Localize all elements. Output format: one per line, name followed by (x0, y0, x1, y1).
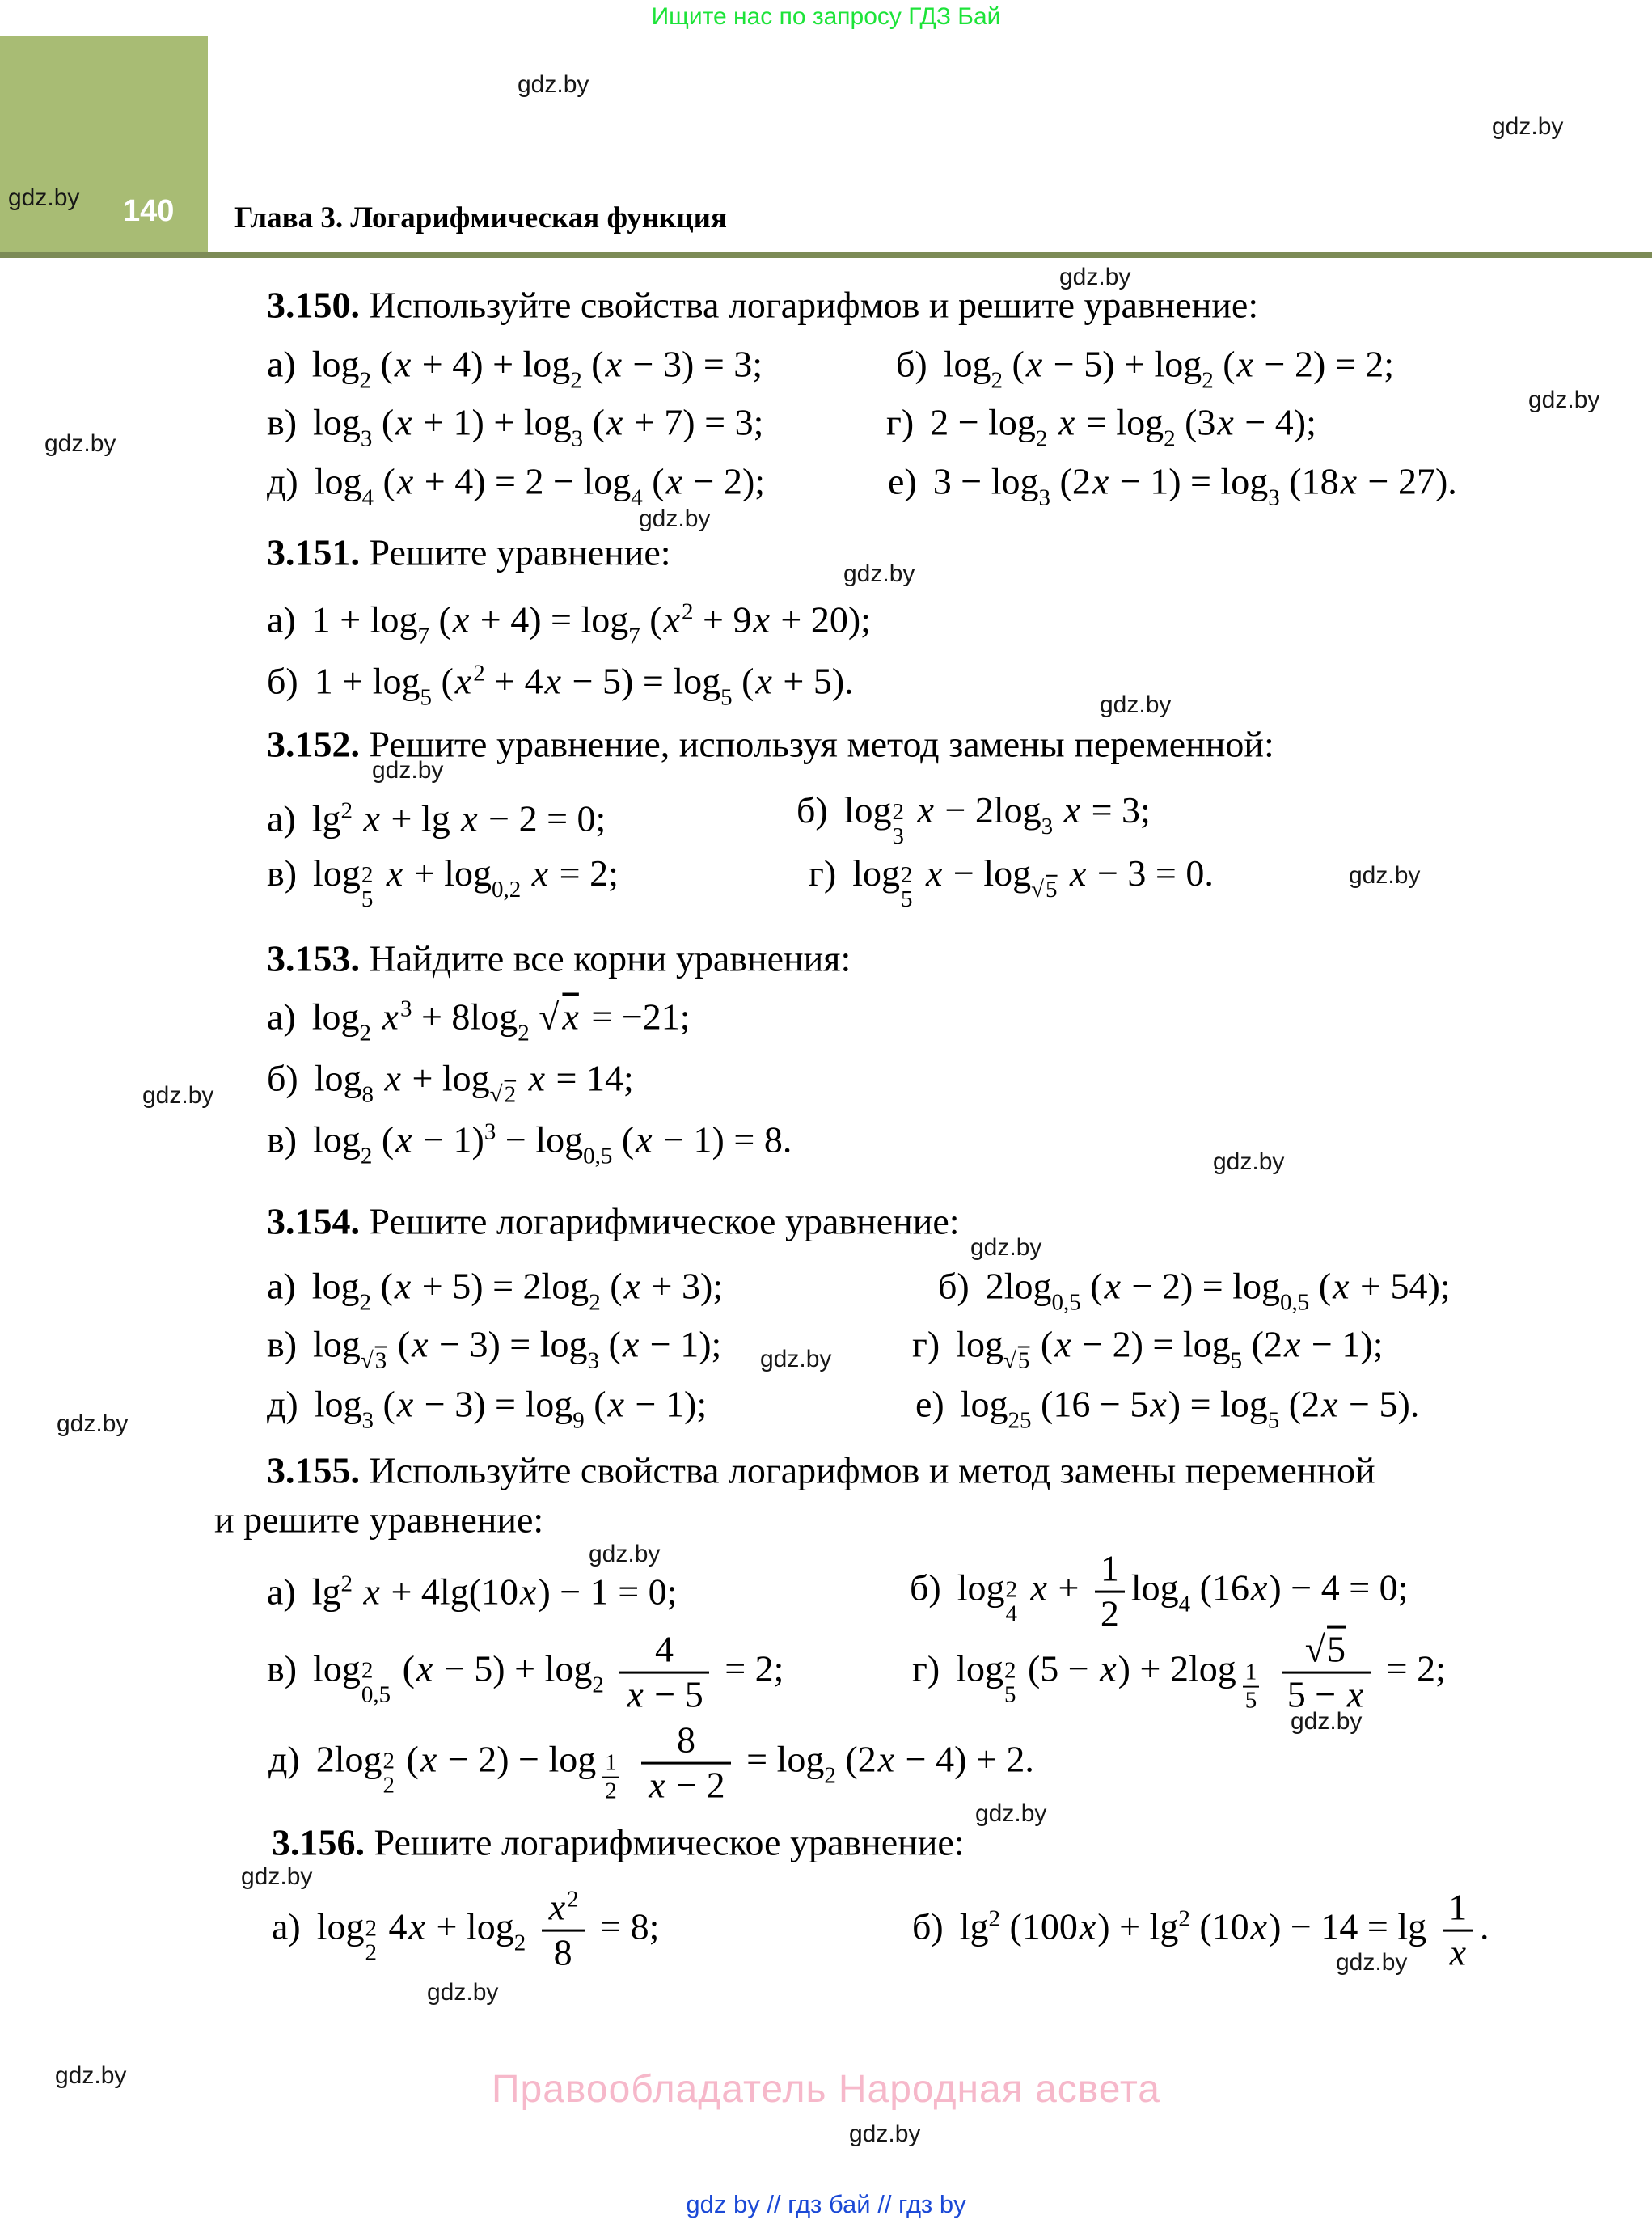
item-label: а) (272, 1905, 301, 1947)
gdz-watermark: gdz.by (142, 1082, 214, 1109)
problem-number: 3.151. (267, 531, 370, 573)
item-label: г) (809, 852, 837, 894)
equation-item (267, 996, 691, 1046)
gdz-watermark: gdz.by (970, 1234, 1042, 1261)
gdz-watermark: gdz.by (427, 1979, 499, 2006)
equation-item (267, 1118, 792, 1169)
equation-item (267, 1265, 724, 1316)
equation-item (267, 1383, 708, 1434)
item-label: в) (267, 401, 298, 443)
item-label: в) (267, 1118, 298, 1161)
equation-item (272, 1887, 659, 1975)
equation-item (267, 343, 763, 394)
promo-banner-text: Ищите нас по запросу ГДЗ Бай (651, 3, 1001, 30)
item-label: б) (938, 1265, 970, 1307)
gdz-watermark: gdz.by (1336, 1949, 1408, 1976)
item-label: а) (267, 1265, 296, 1307)
problem-number: 3.153. (267, 937, 370, 979)
item-label: г) (912, 1647, 940, 1689)
equation: $\lg^2 (100x) + \lg^2 (10x) - 14 = \lg$ $\frac{1}{x}$ . (959, 1886, 1489, 1973)
item-label: а) (267, 996, 296, 1038)
gdz-watermark: gdz.by (57, 1410, 129, 1437)
equation-item (267, 797, 606, 840)
item-label: а) (267, 343, 296, 385)
equation-item (267, 401, 764, 452)
gdz-watermark: gdz.by (1291, 1708, 1363, 1735)
equation-item (267, 852, 619, 911)
equation-item (267, 1629, 784, 1717)
item-label: д) (267, 460, 298, 502)
equation: $\log_2 (x - 1)^3 - \log_{0,5} (x - 1) = 8$. (313, 1118, 792, 1169)
gdz-watermark: gdz.by (1059, 264, 1131, 290)
gdz-watermark: gdz.by (843, 560, 915, 587)
equation: log 2 3 $x - 2\log_3$ x = 3; (843, 789, 1151, 849)
chapter-header: Глава 3. Логарифмическая функция (234, 201, 727, 235)
item-label: б) (912, 1905, 944, 1947)
item-label: г) (886, 401, 915, 443)
problem-header: 3.154. Решите логарифмическое уравнение: (267, 1200, 960, 1242)
gdz-watermark: gdz.by (1492, 113, 1564, 140)
equation: $\log_3 (x - 3) = \log_9 (x - 1)$; (314, 1383, 708, 1434)
item-label: д) (268, 1738, 300, 1780)
gdz-watermark: gdz.by (760, 1346, 832, 1372)
gdz-watermark: gdz.by (1349, 862, 1421, 889)
gdz-watermark: gdz.by (372, 757, 444, 784)
item-label: в) (267, 1647, 298, 1689)
problem-header: 3.156. Решите логарифмическое уравнение: (272, 1821, 965, 1863)
item-label: б) (267, 1057, 298, 1099)
equation: 2log 2 2 (x − 2) − log $_{\frac{1}{2}}$ $\frac{8}{x - 2}$ = $\log_2 (2x - 4) + 2$. (315, 1719, 1034, 1806)
equation: $\log_4 (x + 4) = 2 - \log_4 (x - 2)$; (314, 460, 766, 511)
equation-item (912, 1323, 1384, 1374)
equation-item (268, 1719, 1034, 1808)
equation-item (896, 343, 1395, 394)
problem-header: 3.152. Решите уравнение, используя метод замены переменной: (267, 723, 1274, 765)
equation-item (267, 660, 854, 711)
item-label: б) (267, 660, 298, 702)
footer-links[interactable]: gdz by // гдз бай // гдз by (686, 2190, 966, 2218)
equation-item (267, 1057, 634, 1108)
equation: $\log_8 x + \log_{√2} x = 14$; (314, 1057, 634, 1108)
header-divider-rule (0, 252, 1652, 258)
problem-number: 3.155. (267, 1449, 370, 1491)
item-label: г) (912, 1323, 940, 1365)
equation: $1 + \log_7 (x + 4) = \log_7 (x^2 + 9x + 20)$; (311, 598, 871, 649)
gdz-watermark: gdz.by (518, 71, 589, 98)
equation: $\log_2 (x + 5) = 2\log_2$ (x + 3); (311, 1265, 724, 1316)
problem-number: 3.154. (267, 1200, 370, 1242)
equation: $\lg^2 x + \lg x - 2 = 0$; (311, 797, 606, 839)
item-label: а) (267, 1571, 296, 1613)
gdz-watermark: gdz.by (1100, 691, 1172, 718)
equation: $\log_{√5} (x - 2) = \log_5 (2x - 1)$; (956, 1323, 1384, 1374)
equation: $3 - \log_3 (2x - 1) = \log_3 (18x - 27)$. (932, 460, 1457, 511)
problem-header: 3.155. Используйте свойства логарифмов и метод замены переменной (267, 1449, 1375, 1491)
item-label: е) (915, 1383, 944, 1425)
page-number: 140 (123, 194, 175, 228)
gdz-watermark: gdz.by (589, 1541, 661, 1567)
gdz-watermark: gdz.by (849, 2120, 921, 2147)
problem-number: 3.152. (267, 723, 370, 765)
item-label: а) (267, 797, 296, 839)
gdz-watermark: gdz.by (1213, 1148, 1285, 1175)
gdz-watermark: gdz.by (44, 430, 116, 457)
equation: $\log_2 (x - 5) + \log_2 (x - 2) = 2$; (943, 343, 1395, 394)
problem-header: 3.150. Используйте свойства логарифмов и решите уравнение: (267, 284, 1259, 326)
equation: $\log_2 x^3 + 8\log_2$ √x = −21; (311, 996, 691, 1046)
equation-item (809, 852, 1214, 911)
equation-item (912, 1629, 1446, 1717)
equation: $2\log_{0,5}$ $(x - 2) = \log_{0,5} (x + 54)$; (985, 1265, 1451, 1316)
equation: log 2 2 $4x + \log_2$ $\frac{x^2}{8}$ = 8; (316, 1886, 660, 1973)
item-label: а) (267, 598, 296, 641)
equation: $\log_{25} (16 - 5x) = \log_5 (2x - 5)$. (960, 1383, 1420, 1434)
problem-number: 3.156. (272, 1821, 374, 1863)
equation: $2 - \log_2 x = \log_2 (3x - 4)$; (930, 401, 1316, 452)
equation-item (267, 598, 871, 649)
gdz-watermark: gdz.by (55, 2062, 127, 2089)
item-label: в) (267, 1323, 298, 1365)
item-label: б) (910, 1567, 941, 1609)
copyright-notice: Правообладатель Народная асвета (492, 2068, 1160, 2111)
equation-item (267, 460, 766, 511)
gdz-watermark: gdz.by (241, 1863, 313, 1890)
problem-header: и решите уравнение: (214, 1499, 544, 1541)
equation-item (888, 460, 1457, 511)
equation-item (938, 1265, 1451, 1316)
equation: log 2 5 $x + \log_{0,2} x = 2$; (313, 852, 619, 912)
equation: $\log_{√3} (x - 3) = \log_3 (x - 1)$; (313, 1323, 722, 1374)
equation-item (267, 1323, 722, 1374)
problem-header: 3.151. Решите уравнение: (267, 531, 671, 573)
equation: $\lg^2 x + 4\lg(10x) - 1 = 0$; (311, 1571, 678, 1613)
item-label: б) (796, 789, 828, 831)
problem-number: 3.150. (267, 284, 370, 326)
gdz-watermark: gdz.by (639, 505, 711, 532)
equation: log 2 0,5 $(x - 5) + \log_2$ $\frac{4}{x - 5}$ = 2; (313, 1628, 784, 1715)
equation: log 2 5 (5 − x) + 2log $_{\frac{1}{5}}$ $\frac{√5}{5 - x}$ = 2; (956, 1628, 1446, 1715)
problem-header: 3.153. Найдите все корни уравнения: (267, 937, 851, 979)
equation: $\log_2 (x + 4) + \log_2 (x - 3) = 3$; (311, 343, 763, 394)
item-label: д) (267, 1383, 298, 1425)
gdz-watermark: gdz.by (1528, 387, 1600, 413)
page-number-block (0, 36, 208, 252)
gdz-watermark: gdz.by (975, 1800, 1047, 1827)
item-label: е) (888, 460, 917, 502)
equation-item (267, 1571, 677, 1613)
equation: log 2 5 $x - \log_{√5} x - 3 = 0$. (852, 852, 1214, 912)
equation-item (910, 1548, 1408, 1636)
equation-item (886, 401, 1316, 452)
equation: log 2 4 x + $\frac{1}{2}$ $\log_4 (16x) - 4 = 0$; (957, 1547, 1409, 1634)
equation: $\log_3 (x + 1) + \log_3 (x + 7) = 3$; (313, 401, 764, 452)
equation-item (915, 1383, 1420, 1434)
equation: $1 + \log_5 (x^2 + 4x - 5) = \log_5 (x + 5)$. (314, 660, 854, 711)
item-label: б) (896, 343, 927, 385)
equation-item (796, 789, 1151, 848)
gdz-watermark: gdz.by (8, 184, 80, 211)
item-label: в) (267, 852, 298, 894)
